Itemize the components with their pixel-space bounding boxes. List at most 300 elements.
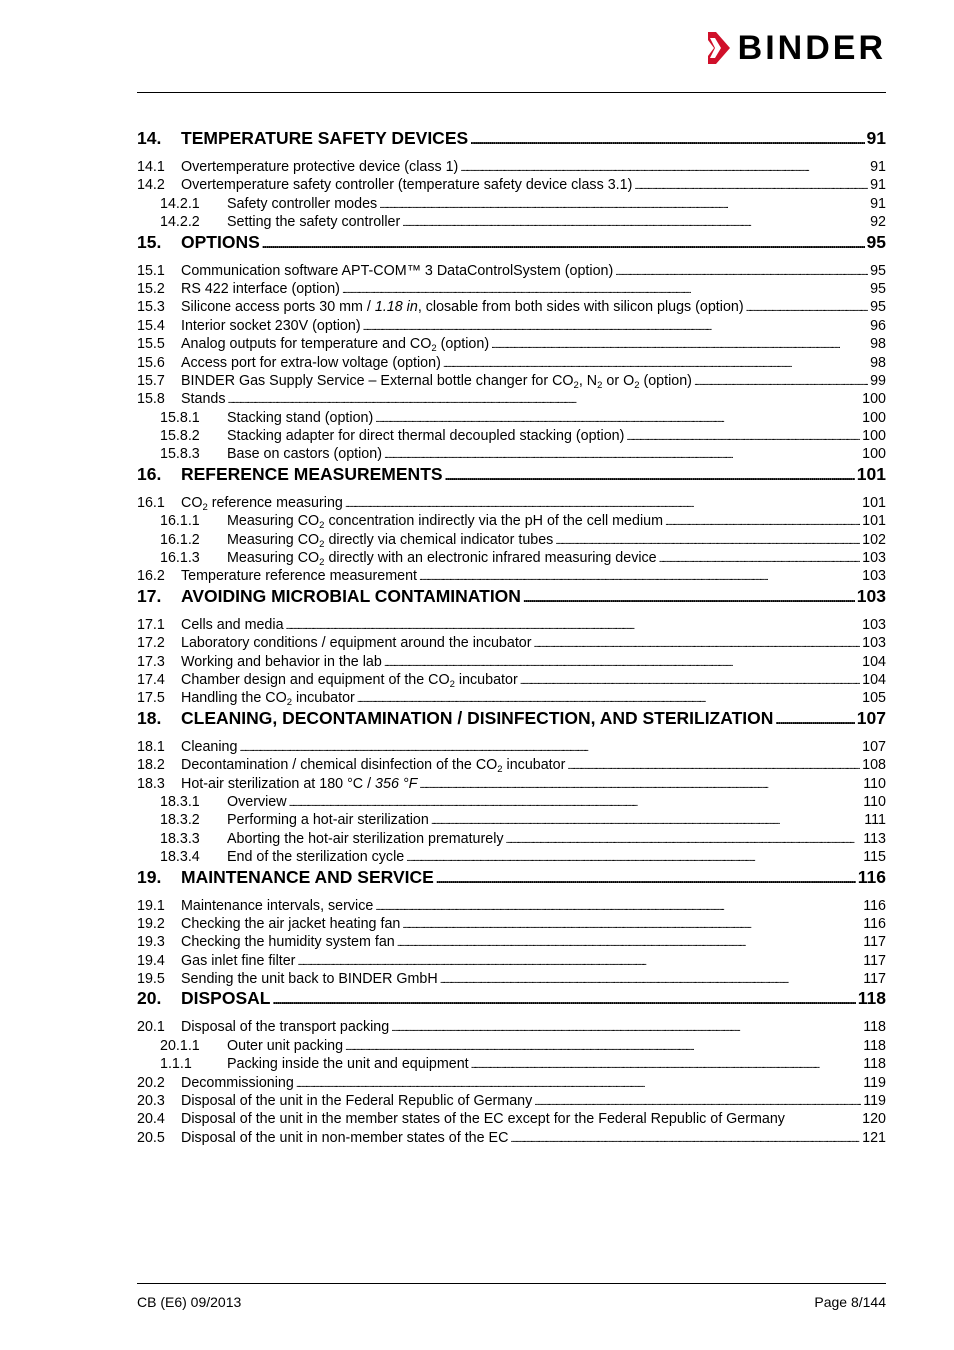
leader-dots bbox=[443, 354, 868, 374]
entry-page: 105 bbox=[862, 690, 886, 707]
toc-entry[interactable] bbox=[137, 1074, 886, 1092]
entry-page: 121 bbox=[862, 1129, 886, 1146]
entry-page: 120 bbox=[862, 1111, 886, 1128]
entry-page: 99 bbox=[870, 372, 886, 389]
entry-page: 95 bbox=[870, 280, 886, 297]
entry-title-text: End of the sterilization cycle bbox=[227, 849, 405, 866]
entry-title bbox=[227, 848, 404, 866]
entry-number: 20.5 bbox=[137, 1129, 165, 1146]
entry-number: 20.4 bbox=[137, 1111, 165, 1128]
entry-number: 17.3 bbox=[137, 653, 165, 670]
entry-page: 96 bbox=[870, 317, 886, 334]
leader-dots bbox=[391, 1018, 861, 1038]
entry-number: 15.8.1 bbox=[160, 409, 200, 426]
section-title: REFERENCE MEASUREMENTS bbox=[181, 463, 443, 484]
toc-entry[interactable] bbox=[137, 427, 886, 445]
entry-title bbox=[181, 1092, 532, 1110]
entry-title-text: Overtemperature protective device (class 1) bbox=[181, 159, 459, 175]
entry-number: 15.6 bbox=[137, 354, 165, 371]
entry-title-text: Silicone access ports 30 mm / bbox=[181, 299, 375, 316]
entry-title-text: Measuring CO bbox=[227, 531, 320, 548]
leader-dots bbox=[626, 427, 860, 447]
entry-title bbox=[181, 372, 692, 390]
toc-entry[interactable] bbox=[137, 280, 886, 298]
entry-page: 91 bbox=[870, 177, 886, 194]
entry-page: 111 bbox=[864, 812, 886, 829]
entry-number: 19.5 bbox=[137, 971, 165, 988]
toc-entry[interactable] bbox=[137, 445, 886, 463]
entry-page: 103 bbox=[862, 635, 886, 652]
leader-dots bbox=[384, 653, 860, 673]
entry-number: 14.2 bbox=[137, 177, 165, 194]
section-page: 95 bbox=[866, 231, 886, 252]
toc-entry[interactable] bbox=[137, 933, 886, 951]
leader-dots bbox=[440, 970, 862, 990]
leader-dots bbox=[510, 1129, 860, 1149]
section-number: 15. bbox=[137, 231, 162, 252]
entry-number: 18.3.3 bbox=[160, 830, 200, 847]
leader-dots bbox=[460, 158, 868, 178]
leader-dots bbox=[228, 390, 861, 410]
toc-entry[interactable] bbox=[137, 531, 886, 549]
entry-number: 18.3 bbox=[137, 775, 165, 792]
entry-number: 19.1 bbox=[137, 897, 165, 914]
toc-section-entries bbox=[137, 616, 886, 708]
leader-dots bbox=[567, 756, 860, 776]
entry-number: 18.3.2 bbox=[160, 812, 200, 829]
entry-title bbox=[181, 1074, 294, 1092]
entry-title bbox=[181, 915, 400, 933]
entry-title bbox=[227, 213, 400, 231]
entry-number: 15.5 bbox=[137, 336, 165, 353]
toc-section-heading[interactable] bbox=[137, 988, 886, 1016]
entry-title-text: Cells and media bbox=[181, 616, 284, 633]
entry-number: 15.2 bbox=[137, 280, 165, 297]
entry-number: 18.3.1 bbox=[160, 793, 200, 810]
entry-title bbox=[227, 793, 287, 811]
leader-dots bbox=[406, 848, 861, 868]
entry-page: 116 bbox=[863, 897, 886, 914]
entry-number: 16.1.3 bbox=[160, 550, 200, 567]
entry-number: 14.1 bbox=[137, 159, 165, 175]
leader-dots bbox=[471, 1055, 862, 1075]
entry-page: 100 bbox=[862, 391, 886, 408]
entry-number: 15.4 bbox=[137, 317, 165, 334]
leader-dots bbox=[431, 811, 862, 831]
entry-title bbox=[227, 830, 504, 848]
toc-section-heading[interactable] bbox=[137, 586, 886, 614]
header-rule bbox=[137, 92, 886, 93]
leader-dots bbox=[470, 128, 864, 149]
entry-number: 15.1 bbox=[137, 262, 165, 279]
entry-title-text: concentration indirectly via the pH of the cell medium bbox=[324, 513, 663, 530]
toc-entry[interactable] bbox=[137, 848, 886, 866]
entry-title bbox=[227, 409, 373, 427]
entry-title bbox=[181, 1018, 389, 1036]
toc-entry[interactable] bbox=[137, 1092, 886, 1110]
toc-entry[interactable] bbox=[137, 1110, 886, 1128]
toc-entry[interactable] bbox=[137, 952, 886, 970]
entry-title-text: CO bbox=[181, 494, 203, 511]
entry-number: 16.1.1 bbox=[160, 513, 200, 530]
toc-section-entries bbox=[137, 158, 886, 232]
entry-title-text: Setting the safety controller bbox=[227, 214, 401, 231]
entry-number: 15.8.3 bbox=[160, 446, 200, 463]
entry-title-text: Communication software APT-COM™ 3 DataControlSystem (option) bbox=[181, 262, 614, 279]
leader-dots bbox=[384, 445, 860, 465]
section-number: 14. bbox=[137, 128, 162, 148]
leader-dots bbox=[262, 232, 865, 253]
subscript: 2 bbox=[319, 520, 325, 532]
entry-page: 115 bbox=[863, 849, 886, 866]
entry-title bbox=[181, 775, 417, 793]
entry-page: 117 bbox=[863, 971, 886, 988]
section-number: 17. bbox=[137, 585, 162, 606]
toc-entry[interactable] bbox=[137, 195, 886, 213]
entry-page: 103 bbox=[862, 616, 886, 633]
toc-entry[interactable] bbox=[137, 512, 886, 530]
entry-title bbox=[181, 634, 532, 652]
leader-dots bbox=[445, 464, 855, 485]
toc-entry[interactable] bbox=[137, 689, 886, 707]
table-of-contents bbox=[137, 128, 886, 1147]
entry-title bbox=[181, 1129, 508, 1147]
entry-title bbox=[181, 689, 355, 707]
section-number: 18. bbox=[137, 707, 162, 728]
entry-page: 104 bbox=[862, 653, 886, 670]
leader-dots bbox=[775, 708, 854, 729]
toc-entry[interactable] bbox=[137, 176, 886, 194]
entry-number: 16.1 bbox=[137, 494, 165, 511]
toc-entry[interactable] bbox=[137, 409, 886, 427]
entry-page: 92 bbox=[870, 214, 886, 231]
entry-title-text: Overtemperature safety controller (temperature safety device class 3.1) bbox=[181, 177, 633, 194]
section-number: 19. bbox=[137, 866, 162, 887]
toc-section-heading[interactable] bbox=[137, 464, 886, 492]
entry-number: 15.8 bbox=[137, 391, 165, 408]
entry-number: 14.2.2 bbox=[160, 214, 200, 231]
entry-title-text: Laboratory conditions / equipment around the incubator bbox=[181, 635, 532, 652]
section-title: CLEANING, DECONTAMINATION / DISINFECTION, AND STERILIZATION bbox=[181, 707, 774, 728]
leader-dots bbox=[491, 335, 868, 355]
entry-page: 119 bbox=[863, 1093, 886, 1110]
toc-entry[interactable] bbox=[137, 915, 886, 933]
binder-chevron-icon bbox=[706, 30, 732, 66]
entry-number: 1.1.1 bbox=[160, 1056, 192, 1073]
entry-number: 18.3.4 bbox=[160, 849, 200, 866]
leader-dots bbox=[534, 634, 861, 654]
toc-entry[interactable] bbox=[137, 811, 886, 829]
leader-dots bbox=[345, 494, 860, 514]
entry-number: 15.8.2 bbox=[160, 428, 200, 445]
entry-title-text: Handling the CO bbox=[181, 690, 287, 707]
leader-dots bbox=[397, 933, 861, 953]
entry-number: 16.2 bbox=[137, 568, 165, 585]
entry-page: 110 bbox=[863, 793, 886, 810]
entry-title-text: Interior socket 230V (option) bbox=[181, 317, 361, 334]
entry-title bbox=[227, 1055, 469, 1073]
entry-title-text: Decontamination / chemical disinfection of the CO bbox=[181, 757, 498, 774]
leader-dots bbox=[296, 1074, 861, 1094]
entry-number: 19.4 bbox=[137, 952, 165, 969]
entry-title bbox=[227, 195, 377, 213]
entry-title-text: Performing a hot-air sterilization bbox=[227, 812, 429, 829]
entry-title-text: Safety controller modes bbox=[227, 195, 378, 212]
entry-page: 118 bbox=[863, 1019, 886, 1036]
leader-dots bbox=[402, 213, 868, 233]
leader-dots bbox=[342, 280, 868, 300]
section-title: TEMPERATURE SAFETY DEVICES bbox=[181, 128, 469, 148]
toc-entry[interactable] bbox=[137, 775, 886, 793]
toc-entry[interactable] bbox=[137, 213, 886, 231]
entry-title bbox=[181, 756, 565, 774]
entry-title bbox=[181, 952, 295, 970]
entry-number: 14.2.1 bbox=[160, 195, 200, 212]
subscript: 2 bbox=[497, 764, 503, 776]
entry-title bbox=[181, 653, 382, 671]
entry-number: 17.2 bbox=[137, 635, 165, 652]
entry-page: 103 bbox=[862, 550, 886, 567]
entry-page: 119 bbox=[863, 1074, 886, 1091]
toc-section-heading[interactable] bbox=[137, 708, 886, 736]
entry-title-text: Access port for extra-low voltage (option) bbox=[181, 354, 441, 371]
entry-number: 19.2 bbox=[137, 915, 165, 932]
entry-number: 20.2 bbox=[137, 1074, 165, 1091]
entry-page: 100 bbox=[862, 428, 886, 445]
section-page: 116 bbox=[857, 866, 886, 887]
entry-title bbox=[181, 567, 417, 585]
leader-dots bbox=[555, 531, 860, 551]
toc-section-entries bbox=[137, 494, 886, 586]
toc-entry[interactable] bbox=[137, 897, 886, 915]
entry-title-text: Disposal of the unit in the Federal Republic of Germany bbox=[181, 1093, 533, 1110]
subscript: 2 bbox=[597, 379, 603, 391]
entry-page: 91 bbox=[870, 159, 886, 175]
entry-page: 113 bbox=[863, 830, 886, 847]
toc-entry[interactable] bbox=[137, 793, 886, 811]
entry-title-text: Packing inside the unit and equipment bbox=[227, 1056, 469, 1073]
entry-title-text: Disposal of the transport packing bbox=[181, 1019, 390, 1036]
entry-title bbox=[181, 280, 340, 298]
entry-page: 118 bbox=[863, 1056, 886, 1073]
section-page: 118 bbox=[857, 988, 886, 1009]
toc-entry[interactable] bbox=[137, 390, 886, 408]
subscript: 2 bbox=[286, 697, 292, 709]
subscript: 2 bbox=[202, 501, 208, 513]
toc-entry[interactable] bbox=[137, 317, 886, 335]
entry-title-text: or O bbox=[602, 372, 635, 389]
entry-page: 103 bbox=[862, 568, 886, 585]
toc-entry[interactable] bbox=[137, 756, 886, 774]
section-title: AVOIDING MICROBIAL CONTAMINATION bbox=[181, 585, 521, 606]
entry-page: 91 bbox=[870, 195, 886, 212]
leader-dots bbox=[419, 775, 861, 795]
entry-title-text: Gas inlet fine filter bbox=[181, 952, 296, 969]
leader-dots bbox=[665, 512, 860, 532]
leader-dots bbox=[239, 738, 860, 758]
entry-title bbox=[181, 158, 458, 176]
toc-entry[interactable] bbox=[137, 158, 886, 176]
entry-title-text: Maintenance intervals, service bbox=[181, 897, 374, 914]
entry-title bbox=[181, 671, 518, 689]
entry-page: 100 bbox=[862, 446, 886, 463]
toc-entry[interactable] bbox=[137, 830, 886, 848]
section-number: 16. bbox=[137, 463, 162, 484]
entry-number: 17.1 bbox=[137, 616, 165, 633]
entry-title bbox=[181, 298, 744, 316]
entry-title-text: (option) bbox=[436, 336, 490, 353]
entry-title bbox=[181, 970, 438, 988]
toc-entry[interactable] bbox=[137, 671, 886, 689]
entry-title-text: Aborting the hot-air sterilization prematurely bbox=[227, 830, 504, 847]
entry-number: 20.1.1 bbox=[160, 1037, 200, 1054]
toc-entry[interactable] bbox=[137, 549, 886, 567]
leader-dots bbox=[520, 671, 860, 691]
entry-title-text: RS 422 interface (option) bbox=[181, 280, 340, 297]
toc-entry[interactable] bbox=[137, 616, 886, 634]
toc-entry[interactable] bbox=[137, 1018, 886, 1036]
leader-dots bbox=[286, 616, 861, 636]
toc-entry[interactable] bbox=[137, 738, 886, 756]
leader-dots bbox=[375, 897, 861, 917]
entry-title-text: Hot-air sterilization at 180 °C / bbox=[181, 775, 376, 792]
entry-page: 101 bbox=[862, 513, 886, 530]
toc-entry[interactable] bbox=[137, 335, 886, 353]
entry-number: 20.3 bbox=[137, 1093, 165, 1110]
toc-entry[interactable] bbox=[137, 298, 886, 316]
leader-dots bbox=[615, 262, 868, 282]
toc-entry[interactable] bbox=[137, 567, 886, 585]
entry-title-text: Stacking adapter for direct thermal decoupled stacking (option) bbox=[227, 428, 625, 445]
binder-logo bbox=[706, 30, 886, 66]
entry-title-text: Measuring CO bbox=[227, 513, 320, 530]
section-number: 20. bbox=[137, 988, 162, 1009]
leader-dots bbox=[436, 867, 856, 888]
leader-dots bbox=[534, 1092, 861, 1112]
entry-title bbox=[181, 616, 284, 634]
footer-rule bbox=[137, 1283, 886, 1284]
leader-dots bbox=[419, 567, 860, 587]
entry-number: 20.1 bbox=[137, 1019, 165, 1036]
entry-page: 108 bbox=[862, 757, 886, 774]
toc-section-heading[interactable] bbox=[137, 232, 886, 260]
entry-page: 117 bbox=[863, 934, 886, 951]
section-title: DISPOSAL bbox=[181, 988, 271, 1009]
subscript: 2 bbox=[449, 678, 455, 690]
entry-title-text: Stands bbox=[181, 391, 226, 408]
leader-dots bbox=[297, 952, 861, 972]
entry-page: 101 bbox=[862, 494, 886, 511]
toc-entry[interactable] bbox=[137, 634, 886, 652]
toc-section-heading[interactable] bbox=[137, 867, 886, 895]
leader-dots bbox=[746, 298, 868, 318]
entry-title bbox=[181, 933, 395, 951]
entry-title-text: BINDER Gas Supply Service – External bottle changer for CO bbox=[181, 372, 574, 389]
entry-title-text: Disposal of the unit in the member states of the EC except for the Federal Republic of Germany bbox=[181, 1111, 785, 1128]
entry-number: 16.1.2 bbox=[160, 531, 200, 548]
toc-section-entries bbox=[137, 897, 886, 989]
entry-title-text: incubator bbox=[292, 690, 355, 707]
toc-entry[interactable] bbox=[137, 1129, 886, 1147]
entry-title bbox=[181, 738, 237, 756]
entry-title-text: , closable from both sides with silicon plugs (option) bbox=[417, 299, 744, 316]
entry-title bbox=[181, 390, 226, 408]
entry-title-text: (option) bbox=[639, 372, 692, 389]
entry-title bbox=[181, 262, 613, 280]
toc-section-entries bbox=[137, 738, 886, 867]
subscript: 2 bbox=[431, 343, 437, 355]
entry-title-text: Checking the air jacket heating fan bbox=[181, 915, 401, 932]
entry-title-text: reference measuring bbox=[207, 494, 343, 511]
entry-page: 116 bbox=[863, 915, 886, 932]
section-title: OPTIONS bbox=[181, 231, 260, 252]
entry-title bbox=[227, 427, 624, 445]
leader-dots bbox=[634, 176, 868, 196]
toc-entry[interactable] bbox=[137, 372, 886, 390]
toc-entry[interactable] bbox=[137, 653, 886, 671]
entry-number: 17.5 bbox=[137, 690, 165, 707]
entry-number: 19.3 bbox=[137, 934, 165, 951]
entry-title bbox=[227, 531, 553, 549]
entry-title-text: Base on castors (option) bbox=[227, 446, 382, 463]
entry-title-text: Stacking stand (option) bbox=[227, 409, 374, 426]
leader-dots bbox=[694, 372, 868, 392]
leader-dots bbox=[289, 793, 862, 813]
entry-title bbox=[227, 445, 382, 463]
section-title: MAINTENANCE AND SERVICE bbox=[181, 866, 434, 887]
entry-title bbox=[181, 317, 361, 335]
leader-dots bbox=[375, 409, 860, 429]
entry-page: 110 bbox=[863, 775, 886, 792]
leader-dots bbox=[402, 915, 861, 935]
entry-page: 107 bbox=[862, 738, 886, 755]
toc-entry[interactable] bbox=[137, 970, 886, 988]
subscript: 2 bbox=[573, 379, 579, 391]
leader-dots bbox=[659, 549, 861, 569]
toc-section-entries bbox=[137, 262, 886, 464]
toc-entry[interactable] bbox=[137, 1037, 886, 1055]
entry-title bbox=[227, 1037, 343, 1055]
entry-title-text: incubator bbox=[454, 671, 518, 688]
section-page: 103 bbox=[856, 585, 886, 606]
leader-dots bbox=[272, 988, 855, 1009]
leader-dots bbox=[506, 830, 862, 850]
toc-section-entries bbox=[137, 1018, 886, 1147]
document-code: CB (E6) 09/2013 bbox=[137, 1294, 242, 1310]
toc-entry[interactable] bbox=[137, 262, 886, 280]
entry-page: 95 bbox=[870, 262, 886, 279]
entry-page: 118 bbox=[863, 1037, 886, 1054]
toc-section-heading[interactable] bbox=[137, 128, 886, 156]
toc-entry[interactable] bbox=[137, 494, 886, 512]
entry-title bbox=[181, 897, 373, 915]
entry-title-text: Measuring CO bbox=[227, 550, 320, 567]
brand-name: BINDER bbox=[737, 29, 886, 67]
toc-entry[interactable] bbox=[137, 1055, 886, 1073]
entry-title-text: directly via chemical indicator tubes bbox=[324, 531, 554, 548]
subscript: 2 bbox=[319, 557, 325, 569]
entry-title-italic: 1.18 in bbox=[374, 299, 418, 316]
entry-page: 98 bbox=[870, 336, 886, 353]
leader-dots bbox=[357, 689, 860, 709]
entry-title-text: Overview bbox=[227, 793, 287, 810]
entry-title bbox=[227, 549, 657, 567]
entry-page: 117 bbox=[863, 952, 886, 969]
entry-title bbox=[181, 354, 441, 372]
toc-entry[interactable] bbox=[137, 354, 886, 372]
entry-page: 100 bbox=[862, 409, 886, 426]
entry-number: 18.1 bbox=[137, 738, 165, 755]
